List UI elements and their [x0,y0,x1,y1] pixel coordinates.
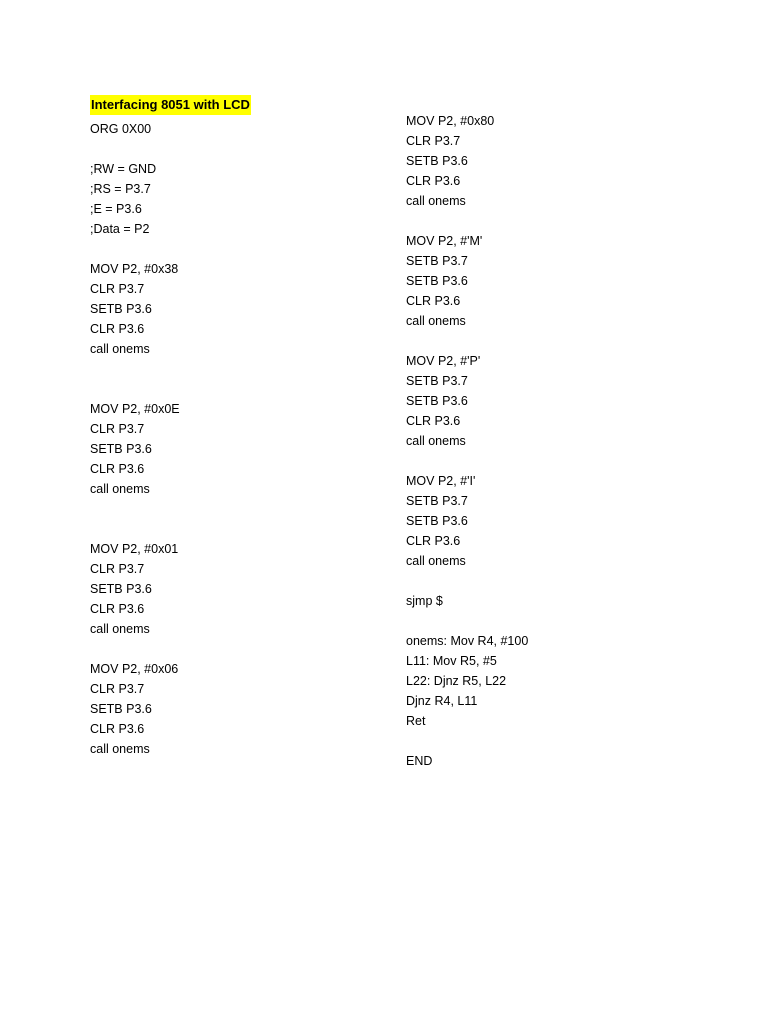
code-line: call onems [406,314,466,328]
code-line: MOV P2, #'M' [406,234,483,248]
code-line: CLR P3.7 [90,562,145,576]
code-line: CLR P3.7 [90,682,145,696]
code-line: SETB P3.6 [406,154,468,168]
code-line: SETB P3.6 [406,394,468,408]
code-line [406,451,736,471]
code-line: CLR P3.6 [90,322,145,336]
code-line [90,239,380,259]
right-code-column [406,111,736,771]
code-line: call onems [406,434,466,448]
code-line: SETB P3.6 [406,274,468,288]
code-line: Ret [406,714,426,728]
code-line: CLR P3.7 [90,282,145,296]
code-line: sjmp $ [406,594,443,608]
code-line: SETB P3.6 [90,442,152,456]
code-line: CLR P3.6 [406,414,461,428]
code-line [90,499,380,519]
code-line [406,211,736,231]
code-line [90,139,380,159]
code-line: MOV P2, #0x38 [90,262,179,276]
left-code-lines [90,119,380,759]
code-line: ;Data = P2 [90,222,150,236]
code-line: CLR P3.6 [406,174,461,188]
code-line: call onems [90,742,150,756]
code-line [90,379,380,399]
code-line: call onems [406,554,466,568]
code-line: SETB P3.6 [90,302,152,316]
code-line: CLR P3.7 [406,134,461,148]
right-code-lines [406,111,736,771]
code-line: MOV P2, #'I' [406,474,476,488]
code-line: ORG 0X00 [90,122,152,136]
code-line [406,331,736,351]
code-line: ;E = P3.6 [90,202,142,216]
code-line [406,731,736,751]
code-line: SETB P3.7 [406,254,468,268]
code-line: CLR P3.6 [406,534,461,548]
code-line: ;RS = P3.7 [90,182,151,196]
code-line: CLR P3.6 [90,722,145,736]
code-line [90,639,380,659]
code-line: CLR P3.7 [90,422,145,436]
code-line [90,359,380,379]
left-code-column [90,95,380,759]
document-title: Interfacing 8051 with LCD [90,95,251,115]
code-line: SETB P3.6 [406,514,468,528]
code-line [406,611,736,631]
code-line: SETB P3.7 [406,494,468,508]
code-line: CLR P3.6 [90,462,145,476]
code-line: L22: Djnz R5, L22 [406,674,507,688]
code-line: MOV P2, #0x01 [90,542,179,556]
code-line [406,571,736,591]
code-line [90,519,380,539]
code-line: call onems [90,622,150,636]
code-line: ;RW = GND [90,162,157,176]
code-line: MOV P2, #0x80 [406,114,495,128]
code-line: SETB P3.7 [406,374,468,388]
code-line: END [406,754,433,768]
title-row [90,95,380,119]
code-line: call onems [90,482,150,496]
code-line: Djnz R4, L11 [406,694,478,708]
code-line: onems: Mov R4, #100 [406,634,529,648]
code-line: MOV P2, #'P' [406,354,481,368]
code-line: call onems [90,342,150,356]
code-line: SETB P3.6 [90,702,152,716]
code-line: SETB P3.6 [90,582,152,596]
code-line: MOV P2, #0x06 [90,662,179,676]
code-line: call onems [406,194,466,208]
code-line: CLR P3.6 [406,294,461,308]
code-line: MOV P2, #0x0E [90,402,180,416]
code-line: L11: Mov R5, #5 [406,654,497,668]
code-line: CLR P3.6 [90,602,145,616]
